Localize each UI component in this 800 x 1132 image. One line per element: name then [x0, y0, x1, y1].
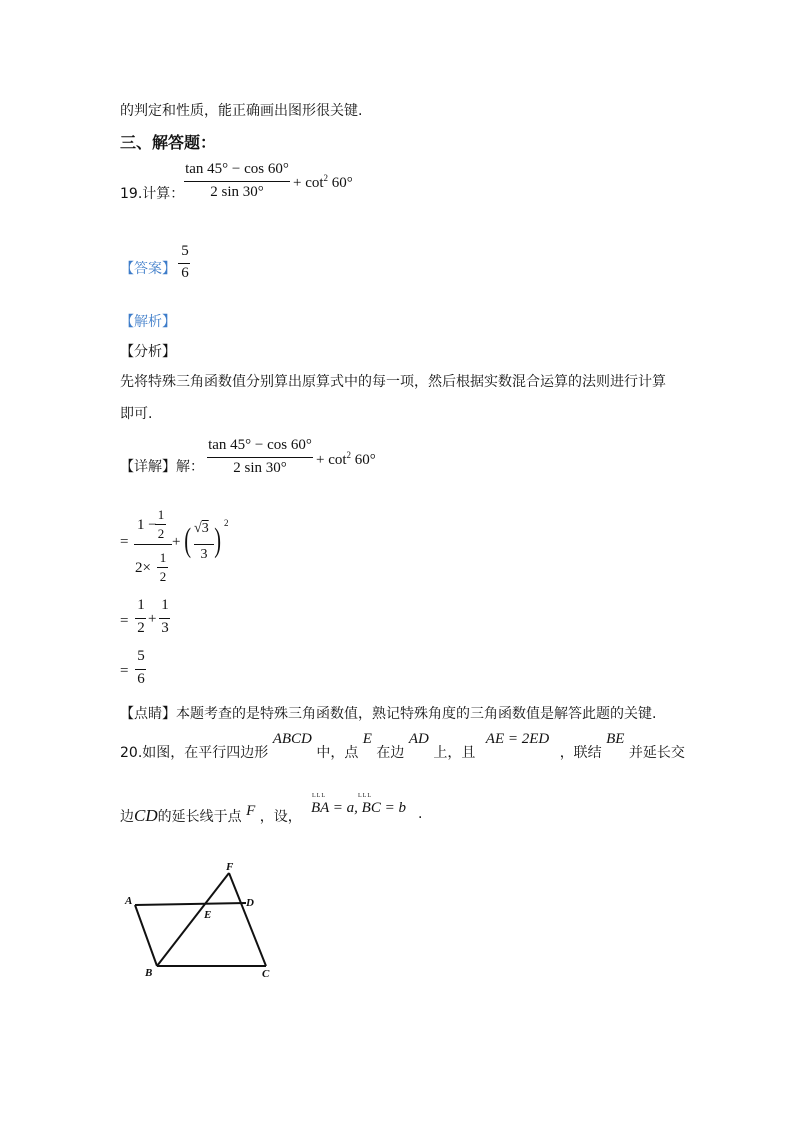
step1-paren-bar: [194, 544, 214, 545]
analysis-label: 【解析】: [120, 314, 176, 330]
q20-line-2: 边CD的延长线于点 F ，设，: [120, 803, 302, 825]
step2-a-bar: [135, 618, 146, 619]
fenxi-label: 【分析】: [120, 344, 176, 360]
intro-line: 的判定和性质，能正确画出图形很关键.: [120, 103, 363, 119]
dianjing-text: 本题考查的是特殊三角函数值，熟记特殊角度的三角函数值是解答此题的关键.: [176, 706, 657, 722]
answer-label: 【答案】: [120, 261, 176, 277]
answer-den: 6: [181, 265, 189, 281]
detail-label: 【详解】解：: [120, 459, 204, 475]
edge-cf: [229, 873, 266, 966]
label-a: A: [125, 895, 133, 907]
dianjing-label: 【点睛】: [120, 706, 176, 722]
detail-tail: + $\cot^2 60^\circ$: [316, 450, 376, 468]
step1-top-half-bar: [155, 524, 166, 525]
label-b: B: [145, 967, 153, 979]
answer-num: 5: [181, 243, 189, 259]
step1-left-paren: (: [184, 522, 192, 559]
step3-eq: =: [120, 663, 129, 679]
q19-denominator: 2 sin 30°: [210, 184, 264, 200]
step1-top-half-num: 1: [157, 507, 165, 522]
segment-bf: [157, 873, 229, 966]
q20-line-1: 20.如图，在平行四边形 ABCD 中，点 E 在边 AD 上，且 AE = 2ED ，联结 BE 并延长交: [120, 731, 685, 761]
step2-b-den: 3: [161, 620, 169, 636]
step2-eq: =: [120, 613, 129, 629]
edge-ab: [135, 905, 157, 966]
step1-main-bar: [134, 544, 172, 545]
label-e: E: [204, 909, 212, 921]
step2-a-den: 2: [137, 620, 145, 636]
step1-bot-half-den: 2: [159, 569, 167, 584]
step1-top-one: 1 −: [137, 517, 157, 533]
answer-bar: [178, 263, 190, 264]
vec-equation: BA = a, BC = b: [311, 800, 406, 816]
detail-fraction-bar: [207, 457, 313, 458]
step2-a-num: 1: [137, 597, 145, 613]
q19-numerator: tan 45° − cos 60°: [185, 161, 289, 177]
parallelogram-figure: [115, 855, 295, 985]
step1-right-paren: ): [214, 522, 222, 559]
q19-tail: + $\cot^2 60^\circ$: [293, 173, 353, 191]
step2-b-num: 1: [161, 597, 169, 613]
label-d: D: [246, 897, 254, 909]
vec-mark-1: LLL: [312, 793, 326, 799]
step1-plus: +: [172, 534, 181, 550]
step3-den: 6: [137, 671, 145, 687]
step1-square: 2: [224, 518, 229, 528]
step1-bot-lead: 2×: [135, 560, 151, 576]
step1-bot-half-num: 1: [159, 550, 167, 565]
detail-denominator: 2 sin 30°: [233, 460, 287, 476]
edge-ad: [135, 903, 246, 905]
step3-bar: [135, 669, 146, 670]
label-f: F: [226, 861, 234, 873]
step1-eq: =: [120, 534, 129, 550]
step1-top-half-den: 2: [157, 526, 165, 541]
section-header: 三、解答题：: [120, 133, 217, 152]
step1-paren-den: 3: [200, 547, 208, 562]
step1-sqrt: √3: [194, 521, 209, 536]
fenxi-line-1: 先将特殊三角函数值分别算出原算式中的每一项，然后根据实数混合运算的法则进行计算: [120, 374, 666, 390]
step2-b-bar: [159, 618, 170, 619]
vec-mark-2: LLL: [358, 793, 372, 799]
step2-plus: +: [148, 611, 157, 627]
step3-num: 5: [137, 648, 145, 664]
q19-fraction-bar: [184, 181, 290, 182]
detail-numerator: tan 45° − cos 60°: [208, 437, 312, 453]
step1-bot-half-bar: [157, 567, 168, 568]
q20-end: .: [418, 806, 423, 822]
fenxi-line-2: 即可.: [120, 406, 153, 422]
dianjing: [120, 703, 656, 723]
q19-label: 19.计算：: [120, 186, 185, 202]
label-c: C: [262, 968, 270, 980]
